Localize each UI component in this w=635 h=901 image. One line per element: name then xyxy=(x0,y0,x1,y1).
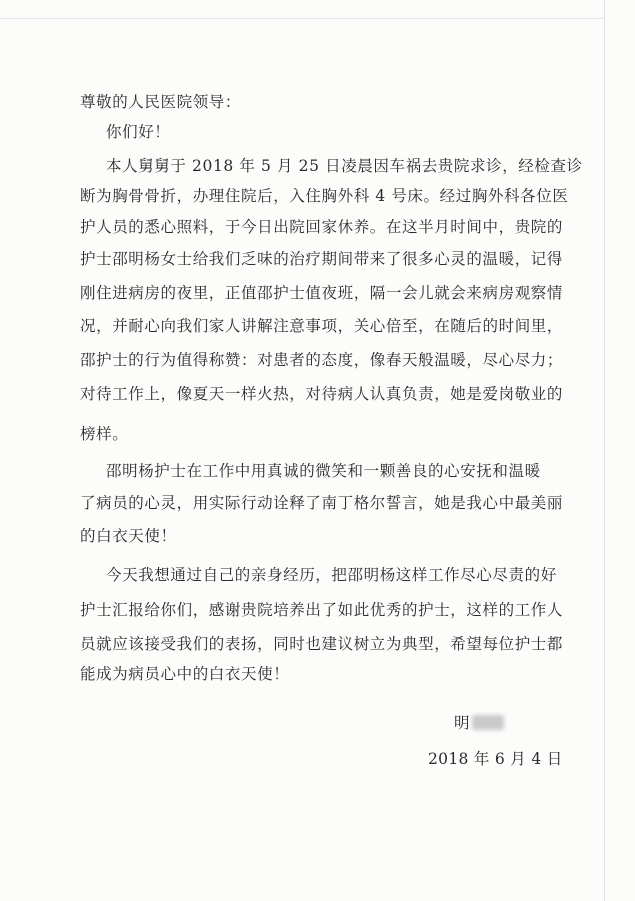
letter-date: 2018 年 6 月 4 日 xyxy=(428,750,563,768)
paragraph1-line: 护士邵明杨女士给我们乏味的治疗期间带来了很多心灵的温暖，记得 xyxy=(80,250,564,268)
greeting: 你们好！ xyxy=(106,123,171,141)
signature xyxy=(454,713,504,733)
paragraph1-line: 断为胸骨骨折，办理住院后，入住胸外科 4 号床。经过胸外科各位医 xyxy=(80,187,569,205)
paragraph3-line: 今天我想通过自己的亲身经历，把邵明杨这样工作尽心尽责的好 xyxy=(106,566,557,584)
paragraph1-line: 护人员的悉心照料，于今日出院回家休养。在这半月时间中，贵院的 xyxy=(80,218,564,236)
signature-name: 明 xyxy=(454,714,470,732)
paragraph1-line: 况，并耐心向我们家人讲解注意事项，关心倍至，在随后的时间里， xyxy=(80,317,564,335)
paragraph3-line: 能成为病员心中的白衣天使！ xyxy=(80,665,290,683)
paper-edge-line xyxy=(604,0,605,901)
signature-redaction xyxy=(472,715,504,730)
paper-fold-line xyxy=(0,18,605,19)
paragraph2-line: 邵明杨护士在工作中用真诚的微笑和一颗善良的心安抚和温暖 xyxy=(106,462,541,480)
paragraph2-line: 了病员的心灵，用实际行动诠释了南丁格尔誓言，她是我心中最美丽 xyxy=(80,494,564,512)
salutation: 尊敬的人民医院领导： xyxy=(80,93,242,111)
paragraph2-line: 的白衣天使！ xyxy=(80,527,177,545)
paragraph1-line: 本人舅舅于 2018 年 5 月 25 日凌晨因车祸去贵院求诊，经检查诊 xyxy=(106,157,583,175)
paragraph3-line: 员就应该接受我们的表扬，同时也建议树立为典型，希望每位护士都 xyxy=(80,635,564,653)
paragraph1-line: 榜样。 xyxy=(80,425,129,443)
paragraph1-line: 对待工作上，像夏天一样火热，对待病人认真负责，她是爱岗敬业的 xyxy=(80,385,564,403)
paragraph3-line: 护士汇报给你们，感谢贵院培养出了如此优秀的护士，这样的工作人 xyxy=(80,601,564,619)
paragraph1-line: 刚住进病房的夜里，正值邵护士值夜班，隔一会儿就会来病房观察情 xyxy=(80,284,564,302)
paragraph1-line: 邵护士的行为值得称赞：对患者的态度，像春天般温暖，尽心尽力； xyxy=(80,351,564,369)
